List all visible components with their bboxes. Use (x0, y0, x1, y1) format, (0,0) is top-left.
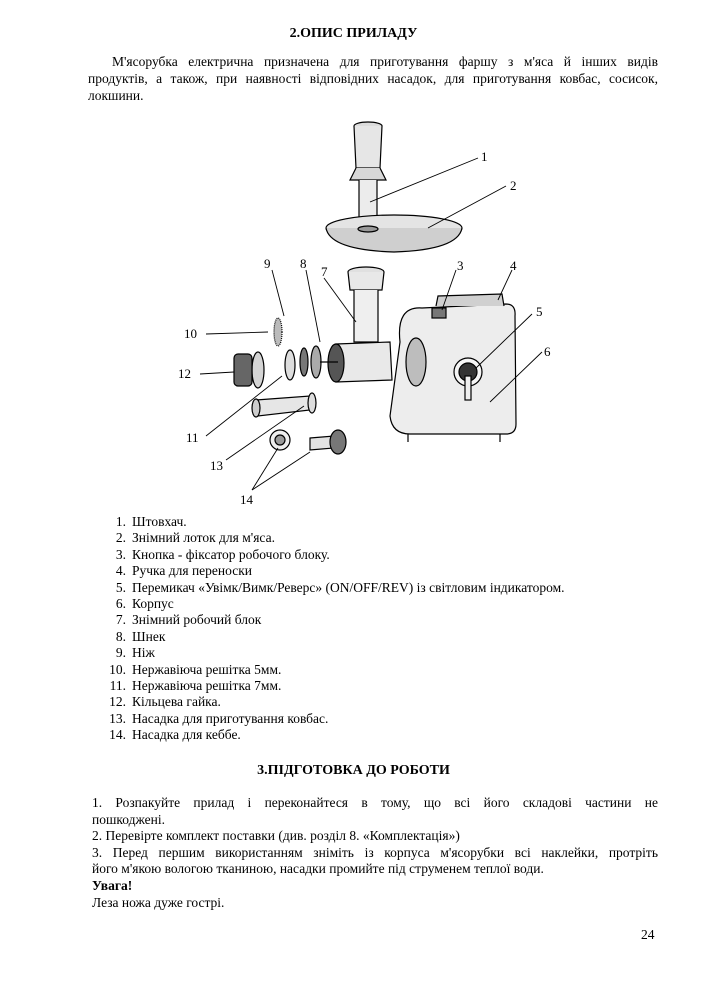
step-1-line-2: пошкоджені. (92, 811, 165, 827)
page-number: 24 (641, 927, 655, 942)
section-2-title: 2.ОПИС ПРИЛАДУ (289, 26, 418, 41)
warning-text: Леза ножа дуже гострі. (92, 894, 225, 910)
warning-title: Увага! (92, 877, 133, 893)
callout-3: 3 (457, 258, 464, 273)
list-item: 5. Перемикач «Увімк/Вимк/Реверс» (ON/OFF/REV) із світловим індикатором. (115, 579, 565, 595)
parts-list (98, 514, 565, 744)
callout-13: 13 (210, 458, 223, 473)
callout-10: 10 (184, 326, 197, 341)
preparation-steps (92, 795, 658, 911)
list-item: 1. Штовхач. (115, 514, 187, 529)
kebbe-attachment-drawing (270, 430, 346, 454)
list-item: 12. Кільцева гайка. (109, 694, 221, 710)
list-item: 7. Знімний робочий блок (115, 612, 262, 628)
callout-2: 2 (510, 178, 517, 193)
list-item: 9. Ніж (115, 645, 155, 661)
list-item: 8. Шнек (115, 628, 166, 644)
grinder-head-drawing (328, 267, 392, 382)
list-item: 10. Нержавіюча решітка 5мм. (109, 661, 282, 677)
pusher-drawing (350, 122, 386, 230)
intro-paragraph (88, 53, 658, 104)
callout-9: 9 (264, 256, 271, 271)
callout-5: 5 (536, 304, 543, 319)
intro-line: М'ясорубка електрична призначена для приготування фаршу з м'яса й інших видів (112, 54, 658, 69)
list-item: 2. Знімний лоток для м'яса. (115, 530, 275, 546)
callout-8: 8 (300, 256, 307, 271)
list-item: 13. Насадка для приготування ковбас. (109, 710, 329, 726)
motor-body-drawing (390, 294, 516, 442)
list-item: 3. Кнопка - фіксатор робочого блоку. (115, 546, 330, 562)
list-item: 6. Корпус (115, 596, 174, 612)
callout-11-12: 12 (178, 366, 191, 381)
section-3-title: 3.ПІДГОТОВКА ДО РОБОТИ (257, 763, 450, 778)
callout-4: 4 (510, 258, 517, 273)
list-item: 4. Ручка для переноски (115, 563, 253, 579)
step-3-line-2: його м'якою вологою тканиною, насадки промийте під струменем теплої води. (92, 861, 544, 877)
callout-14: 14 (240, 492, 253, 507)
callout-1: 1 (481, 149, 488, 164)
list-item: 11. Нержавіюча решітка 7мм. (109, 678, 282, 694)
step-2: 2. Перевірте комплект поставки (див. розділ 8. «Комплектація») (92, 828, 460, 844)
intro-line: локшини. (88, 88, 144, 103)
callout-11: 11 (186, 430, 199, 445)
knife-grid-parts-drawing (234, 318, 338, 388)
meat-grinder-diagram (160, 110, 580, 510)
intro-line: продуктів, а також, при наявності відповідних насадок, для приготування ковбас, сосисок, (88, 71, 658, 86)
callout-7: 7 (321, 264, 328, 279)
callout-6: 6 (544, 344, 551, 359)
list-item: 14. Насадка для кеббе. (109, 727, 241, 743)
sausage-nozzle-drawing (252, 393, 316, 417)
step-3-line-1: 3. Перед першим використанням зніміть із корпуса м'ясорубки всі наклейки, протріть (92, 844, 658, 860)
step-1-line-1: 1. Розпакуйте прилад і переконайтеся в тому, що всі його складові частини не (92, 795, 658, 810)
